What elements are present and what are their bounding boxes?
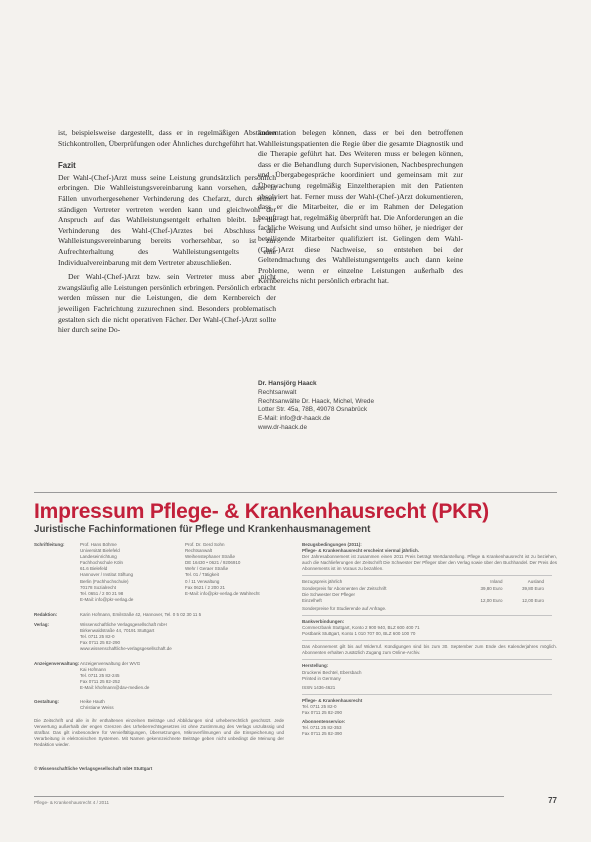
- article-right-column: [258, 128, 463, 291]
- druck-label: Herstellung:: [302, 663, 329, 669]
- section-divider: [34, 492, 557, 493]
- schriftleitung-a: Prof. Hans Böhme Universität Bielefeld Landeseinrichtung Fachhochschule Köln 61.6 Bielefeld Hannover / Institut Stiftung Berlin (Fachhochschule) 70178 Sozialrecht Tel. 0651 / 2 00 21 98 E-Mail: info@pkr-verlag.de: [80, 542, 134, 602]
- article-paragraph: ist, beispielsweise dargestellt, dass er in regelmäßigen Abständen Stichkontrollen, Überprüfungen oder Ähnliches durchgeführt hat.: [58, 128, 276, 148]
- divider: [302, 575, 552, 576]
- divider: [302, 640, 552, 641]
- impressum-subtitle: Juristische Fachinformationen für Pflege und Krankenhausmanagement: [34, 524, 371, 535]
- bank-label: Bankverbindungen:: [302, 618, 345, 624]
- copyright-line: © Wissenschaftliche Verlagsgesellschaft mbH Stuttgart: [34, 766, 153, 771]
- table-row: Bezugspreis jährlich Inland Ausland: [302, 579, 544, 585]
- table-row: Die Schwester Der Pfleger: [302, 591, 356, 597]
- article-left-column: [58, 128, 276, 340]
- abo-text: Das Abonnement gilt bis auf Widerruf. Kündigungen sind bis zum 30. September zum Ende des Kalenderjahres möglich. Abonnenten erhalten zusätzlich Zugang zum Online-Archiv.: [302, 644, 557, 656]
- verlag-block: Wissenschaftliche Verlagsgesellschaft mbH Birkenwaldstraße 44, 70191 Stuttgart Tel. 0711 25 82-0 Fax 0711 25 82-290 www.wissenschaftliche-verlagsgesellschaft.de: [80, 622, 172, 652]
- redaktion: Karin Hofmann, Emilstraße 42, Hannover, Tel. 0 5 02 30 11 5: [80, 612, 202, 617]
- footer-divider: [34, 796, 504, 797]
- bezug-head: Pflege- & Krankenhausrecht erscheint viermal jährlich.: [302, 548, 420, 554]
- bezug-label: Bezugsbedingungen (2011):: [302, 542, 362, 547]
- label-schriftleitung: Schriftleitung:: [34, 542, 65, 547]
- bezug-text: Der Jahresabonnement ist zusammen einen 2011 Preis beträgt Wertdarstellung. Pflege & Krankenhausrecht ist zu beziehen, auch die Nachlieferungen der Zeitschrift Die Schwester Der Pfleger über den Verlag sowie über den Buchhandel. Der Preis des Abonnements ist im Voraus zu bezahlen.: [302, 554, 557, 572]
- footer-journal: Pflege- & Krankenhausrecht 4 / 2011: [34, 800, 109, 805]
- author-email[interactable]: E-Mail: info@dr-haack.de: [258, 415, 331, 423]
- impressum-right: Bezugsbedingungen (2011): Pflege- & Krankenhausrecht erscheint viermal jährlich. Der Jahresabonnement ist zusammen einen 2011 Preis beträgt Wertdarstellung. Pflege & Krankenhausrecht ist zu beziehen, auch die Nachlieferungen der Zeitschrift Die Schwester Der Pfleger über den Verlag sowie über den Buchhandel. Der Preis des Abonnements ist im Voraus zu bezahlen. Bezugspreis jährlich Inland Ausland Sonderpreis für Abonnenten der Zeitschrift 39,80 Euro 39,80 Euro Die Schwester Der Pfleger Einzelheft 12,00 Euro 12,00 Euro Sonderpreise für Studierende auf Anfrage. Bankverbindungen: Commerzbank Stuttgart, Konto 2 900 940, BLZ 600 400 71 Postbank Stuttgart, Konto 1 010 707 00, BLZ 600 100 70 Das Abonnement gilt bis auf Widerruf. Kündigungen sind bis zum 30. September zum Ende des Kalenderjahres möglich. Abonnenten erhalten zusätzlich Zugang zum Online-Archiv. Herstellung: Druckerei Bechtel, Ebersbach Printed in Germany ISSN 1436-4621 Pflege- & Krankenhausrecht Tel. 0711 25 82-0 Fax 0711 25 82-290 Abonnentenservice: Tel. 0711 25 82-353 Fax 0711 25 82-390: [302, 542, 557, 737]
- author-line: Lotter Str. 45a, 78B, 49078 Osnabrück: [258, 406, 368, 414]
- article-paragraph: Der Wahl-(Chef-)Arzt bzw. sein Vertreter muss aber nicht zwangsläufig alle Leistungen persönlich erbringen. Persönlich erbracht werden müssen nur die Leistungen, die dem Kernbereich der jeweiligen Fachrichtung zuzurechnen sind. Besonders problematisch gestalten sich die nicht operativen Fächer. Der Wahl-(Chef-)Arzt sollte hier durch seine Do-: [58, 272, 276, 335]
- table-row: Einzelheft 12,00 Euro 12,00 Euro: [302, 597, 544, 603]
- price-table: [302, 579, 544, 603]
- pkr-contact-label: Pflege- & Krankenhausrecht: [302, 697, 363, 703]
- issn: ISSN 1436-4621: [302, 684, 336, 690]
- author-name: Dr. Hansjörg Haack: [258, 380, 317, 387]
- label-anzeigen: Anzeigenverwaltung:: [34, 661, 80, 666]
- schriftleitung-b: Prof. Dr. Gerd Sohn Rechtsanwalt Weihenstephaner Straße DE 16430 • 0621 / 9206910 Wehr / Geraer Straße Tel. 01 / Tätigkeit 0 / 11 Verwaltung Fax 0621 / 2 200 21 E-Mail: info@pkr-verlag.de Wahlrecht: [185, 542, 260, 596]
- sonder-note: Sonderpreise für Studierende auf Anfrage.: [302, 605, 387, 611]
- section-heading: Fazit: [58, 161, 76, 171]
- page-number: 77: [548, 796, 557, 805]
- impressum-title: Impressum Pflege- & Krankenhausrecht (PKR): [34, 500, 489, 523]
- gestaltung-block: Heike Hauth Christiane Weiss: [80, 699, 114, 711]
- author-line: Rechtsanwälte Dr. Haack, Michel, Wrede: [258, 397, 375, 405]
- author-website[interactable]: www.dr-haack.de: [258, 423, 308, 431]
- author-block: [258, 380, 458, 433]
- copyright-note: Die Zeitschrift und alle in ihr enthaltenen einzelnen Beiträge und Abbildungen sind urheberrechtlich geschützt. Jede Verwertung außerhalb der engen Grenzen des Urheberrechtsgesetzes ist ohne Zustimmung des Verlags unzulässig und strafbar. Das gilt insbesondere für Vervielfältigungen, Übersetzungen, Mikroverfilmungen und die Einspeicherung und Verarbeitung in elektronischen Systemen. Mit Namen gekennzeichnete Beiträge geben nicht unbedingt die Meinung der Redaktion wieder.: [34, 718, 284, 748]
- kontakt-label: Abonnentenservice:: [302, 719, 346, 725]
- anzeigen-block: Anzeigenverwaltung der WVG Kai Hofmann Tel. 0711 25 82-245 Fax 0711 25 82-252 E-Mail: khofmann@dav-medien.de: [80, 661, 150, 691]
- divider: [302, 694, 552, 695]
- divider: [302, 659, 552, 660]
- table-row: Sonderpreis für Abonnenten der Zeitschrift 39,80 Euro 39,80 Euro: [302, 585, 544, 591]
- label-gestaltung: Gestaltung:: [34, 699, 60, 704]
- label-redaktion: Redaktion:: [34, 612, 58, 617]
- divider: [302, 615, 552, 616]
- author-line: Rechtsanwalt: [258, 388, 297, 396]
- article-paragraph: Der Wahl-(Chef-)Arzt muss seine Leistung grundsätzlich persönlich erbringen. Die Wahlleistungsvereinbarung kann vorsehen, dass in Fällen unvorhergesehener Verhinderung des Chefarzt, durch seinen ständigen Vertreter vertreten werden kann und gleichwohl der Anspruch auf das Wahlleistungsentgelt erhalten bleibt. Ist die Verhinderung des Wahl-(Chef-)Arztes bei Abschluss der Wahlleistungsvereinbarung bereits vorhersehbar, so ist zur Aufrechterhaltung des Wahlleistungsentgelts eine Individualvereinbarung mit dem Vertreter abzuschließen.: [58, 172, 276, 267]
- label-verlag: Verlag:: [34, 622, 50, 627]
- article-paragraph: kumentation belegen können, dass er bei den betroffenen Wahlleistungspatienten die Regie über die gesamte Diagnostik und die Therapie geführt hat. Des Weiteren muss er belegen können, dass er die Behandlung durch Supervisionen, Nachbesprechungen und Übergabegespräche koordiniert und gemeinsam mit zur Überwachung regelmäßig Einzeltherapien mit den Patienten absolviert hat. Ferner muss der Wahl-(Chef-)Arzt dokumentieren, dass er die Mitarbeiter, die er im Rahmen der Delegation beauftragt hat, regelmäßig überprüft hat. Die Anforderungen an die fachliche Weisung und Aufsicht sind umso höher, je niedriger der beteiligende Mitarbeiter qualifiziert ist. Gelingen dem Wahl-(Chef-)Arzt diese Nachweise, so entstehen bei der Geltendmachung des Wahlleistungsentgelts auch dann keine Probleme, wenn er einzelne Leistungen außerhalb des Kernbereichs nicht persönlich erbracht hat.: [258, 128, 463, 286]
